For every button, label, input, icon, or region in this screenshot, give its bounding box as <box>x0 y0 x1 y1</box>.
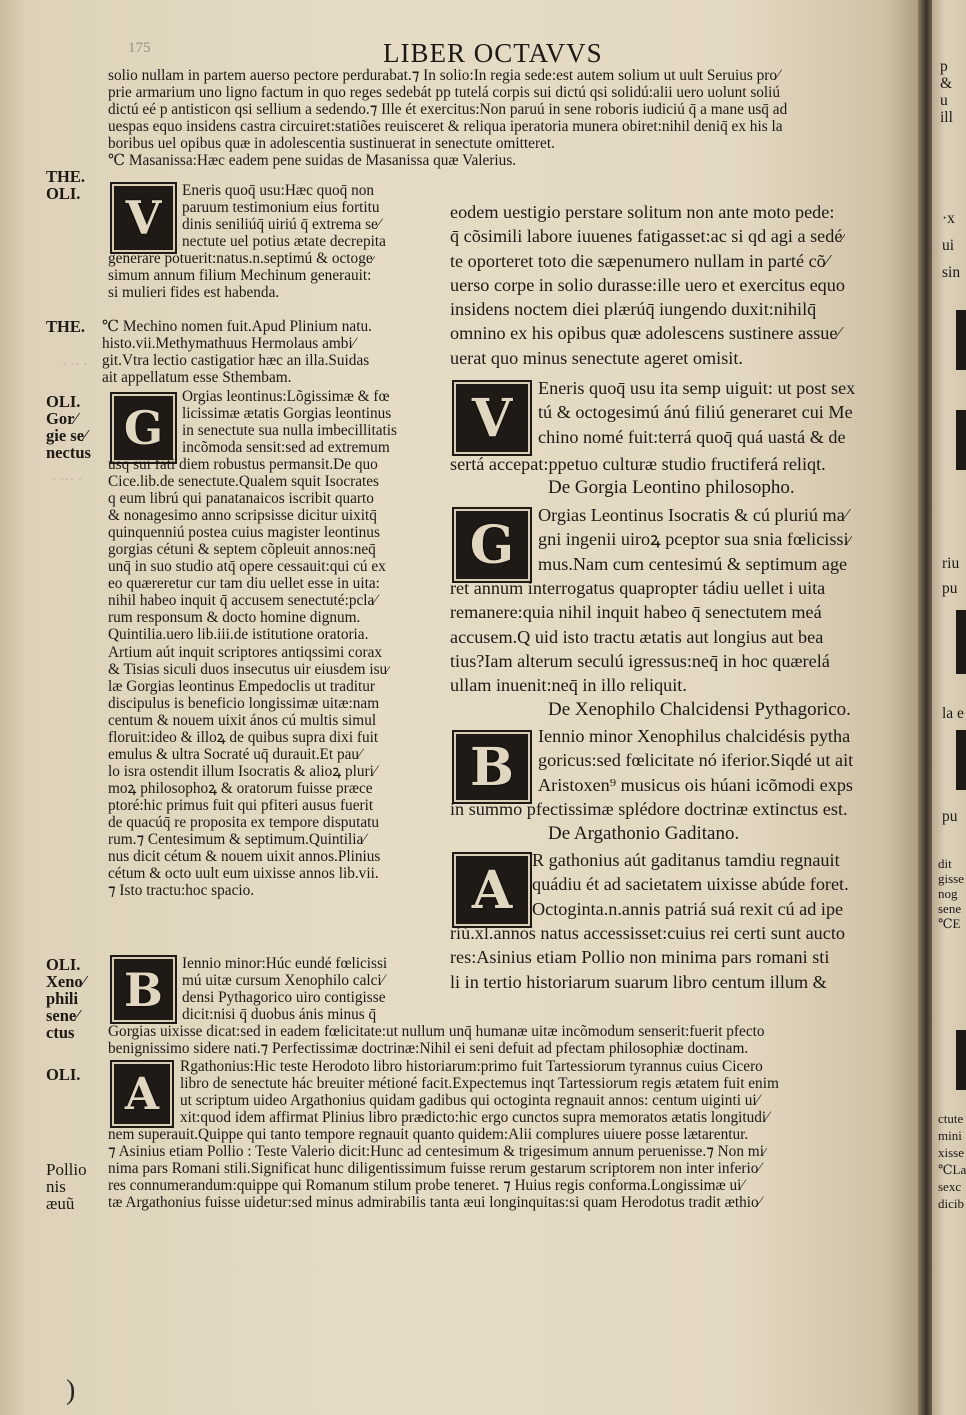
margin-note-line: sene⁄ <box>46 1006 79 1025</box>
text-line: eo quæreretur cur tam diu uellet esse in uita: <box>108 575 380 593</box>
main-text <box>450 200 845 370</box>
text-line: ⁊ Isto tractu:hoc spacio. <box>108 882 255 900</box>
text-line: moꝝ philosophoꝝ & oratorum fuisse præce <box>108 779 373 797</box>
facing-fragment: ill <box>940 109 953 126</box>
text-line: & Tisias siculi duos insecutus uir eiusdem isu⁄ <box>108 660 390 678</box>
margin-note <box>46 1161 87 1212</box>
facing-fragment: la e <box>942 705 964 722</box>
main-text <box>538 724 853 797</box>
facing-page-edge <box>932 0 966 1415</box>
main-text <box>538 503 852 576</box>
commentary-line: prie armarium uno ligno factum in quo reges sedebát pp tutelá corpis sui dictú qsi solidú:alii uero uolunt soliú <box>108 84 781 102</box>
main-line: q̄ cõsimili labore iuuenes fatigasset:ac si qd agi a sedé⁄ <box>450 226 846 247</box>
main-line: tius?Iam alterum seculú igressus:neq̄ in hoc quærelá <box>450 650 830 671</box>
section-heading: De Gorgia Leontino philosopho. <box>548 477 795 498</box>
initial-letter: B <box>470 736 514 798</box>
main-line: res:Asinius etiam Pollio non minima pars romani sti <box>450 947 830 968</box>
margin-note-line: OLI. <box>46 1065 81 1084</box>
main-text <box>450 797 848 821</box>
commentary-line: dictú eé p antisticon qsi sellium a sedendo.⁊ Ille ét exercitus:Non paruú in sene roboris iudiciú q̄ a mane usq̄ ad <box>108 101 788 119</box>
main-line: Iennio minor Xenophilus chalcidésis pytha <box>538 726 851 746</box>
text-line: simum annum filium Mechinum generauit: <box>108 267 372 285</box>
main-line: ret annum interrogatus quapropter tádiu uellet i uita <box>450 578 826 598</box>
initial-letter: A <box>124 1068 160 1120</box>
main-line: remanere:quia nihil inquit habeo q̄ senectutem meá <box>450 602 822 623</box>
margin-note-line: ctus <box>46 1023 75 1042</box>
text-line: q eum librú qui panatanaicos iscribit quarto <box>108 490 374 508</box>
book-gutter <box>918 0 932 1415</box>
text-line: Orgias leontinus:Lõgissimæ & fœ <box>182 388 390 405</box>
facing-fragment: xisse <box>938 1145 964 1160</box>
text-line: Iennio minor:Húc eundé fœlicissi <box>182 955 388 972</box>
margin-note-line: Gor⁄ <box>46 409 78 428</box>
main-line: in summo pfectissimæ splédore doctrinæ extinctus est. <box>450 799 848 819</box>
margin-note <box>46 393 91 461</box>
facing-fragment: ctute <box>938 1111 964 1126</box>
text-line: generare potuerit:natus.n.septimú & octoge⁄ <box>108 250 376 267</box>
main-line: accusem.Q uid isto tractu ætatis aut longius aut bea <box>450 626 824 647</box>
text-line: in senectute sua nulla imbecillitatis <box>182 422 397 440</box>
commentary-line: boribus uel opibus quæ in adolescentia sustinuerat in senectute omitteret. <box>108 135 555 153</box>
text-line: floruit:ideo & illoꝝ de quibus supra dixi fuit <box>108 728 379 746</box>
facing-fragment: sexc <box>938 1179 962 1194</box>
main-line: goricus:sed fœlicitate nó iferior.Siqdé ut ait <box>538 750 854 771</box>
left-block <box>108 250 375 301</box>
text-line: Quintilia.uero lib.iii.de istitutione oratoria. <box>108 626 369 644</box>
facing-fragment: pu <box>942 808 958 825</box>
page-mark: ) <box>66 1375 76 1406</box>
facing-text <box>940 58 953 126</box>
margin-note-line: Pollio <box>46 1160 87 1179</box>
initial-b-main <box>452 730 532 804</box>
top-commentary <box>108 67 787 169</box>
main-line: Octoginta.n.annis patriá suá rexit cú ad ipe <box>532 898 844 919</box>
text-line: ptoré:hic primus fuit qui pfiteri ausus fuerit <box>108 796 374 814</box>
initial-letter: G <box>469 514 515 576</box>
margin-note <box>46 1066 80 1083</box>
text-line: usq̄ sui fati diem robustus permansit.De quo <box>108 456 378 473</box>
text-line: lo isra ostendit illum Isocratis & alioꝝ pluri⁄ <box>108 762 377 780</box>
text-line: Eneris quoq̄ usu:Hæc quoq̄ non <box>182 182 375 199</box>
margin-note-line: OLI. <box>46 392 81 411</box>
main-text <box>532 848 849 921</box>
main-line: riú.xl.annos natus accessisset:cuius rei certi sunt aucto <box>450 923 845 943</box>
main-line: te oporteret toto die sæpenumero nullam in parté cõ⁄ <box>450 250 829 271</box>
margin-note-line: Xeno⁄ <box>46 972 86 991</box>
margin-note-line: nis <box>46 1177 66 1196</box>
main-line: quádiu ét ad sacietatem uixisse abúde foret. <box>532 874 849 895</box>
left-block <box>182 182 386 250</box>
text-line: & nonagesimo anno scripsisse dicitur uixitq̄ <box>108 507 377 525</box>
facing-fragment: gisse <box>938 871 964 886</box>
bleed-through: · ··· · <box>52 473 83 488</box>
facing-fragment: pu <box>942 580 958 597</box>
text-line: de quacúq̄ re proposita ex tempore disputatu <box>108 813 380 831</box>
margin-note <box>46 318 85 335</box>
margin-note-line: nectus <box>46 443 91 462</box>
facing-initial-fragment <box>956 410 966 470</box>
main-line: tú & octogesimú ánú filiú generaret cui Me <box>538 402 853 423</box>
facing-fragment: sin <box>942 264 961 281</box>
main-line: Eneris quoq̄ usu ita semp uiguit: ut post sex <box>538 378 856 398</box>
main-text <box>450 452 826 476</box>
text-line: dinis seniliúq̄ uiriú q̄ extrema se⁄ <box>182 216 381 234</box>
section-heading: De Xenophilo Chalcidensi Pythagorico. <box>548 699 851 720</box>
margin-note <box>46 956 85 1041</box>
facing-fragment: sene <box>938 901 962 916</box>
facing-fragment: dicib <box>938 1196 964 1211</box>
text-line: incõmoda sensit:sed ad extremum <box>182 439 390 457</box>
main-line: mus.Nam cum centesimú & septimum age <box>538 553 848 574</box>
margin-note-line: gie se⁄ <box>46 426 87 445</box>
facing-fragment: dit <box>938 856 952 871</box>
margin-note-line: æuũ <box>46 1194 75 1213</box>
main-text <box>450 576 830 697</box>
text-line: nihil habeo inquit q̄ accusem senectuté:pcla⁄ <box>108 592 377 610</box>
text-line: nus dicit cétum & nouem uixit annos.Plinius <box>108 848 381 866</box>
main-line: sertá accepat:ppetuo culturæ studio fructiferá reliqt. <box>450 454 826 474</box>
commentary-line: Gorgias uixisse dicat:sed in eadem fœlicitate:ut nullum unq̄ humanæ uitæ incõmodum senserit:fuerit pfecto <box>108 1023 765 1040</box>
facing-initial-fragment <box>956 610 966 674</box>
initial-letter: V <box>471 387 513 449</box>
commentary-line: solio nullam in partem auerso pectore perdurabat.⁊ In solio:In regia sede:est autem solium ut uult Seruius pro⁄ <box>108 67 780 84</box>
text-line: discipulus is beneficio longissimæ uitæ:nam <box>108 694 380 712</box>
commentary-line: ⁊ Asinius etiam Pollio : Teste Valerio dicit:Hunc ad centesimum & trigesimum annum peruenisse.⁊ Non mi⁄ <box>108 1143 767 1161</box>
text-line: densi Pythagorico uiro contigisse <box>182 989 386 1007</box>
text-line: nectute uel potius ætate decrepita <box>182 233 386 251</box>
main-line: insidens noctem diei plærúq̄ iungendo duxit:nihilq̄ <box>450 299 817 320</box>
main-line: uerat quo minus senectute ageret omisit. <box>450 347 743 368</box>
facing-initial-fragment <box>956 730 966 790</box>
left-block <box>182 955 387 1023</box>
text-line: centum & nouem uixit ános cú multis simul <box>108 711 377 729</box>
facing-fragment: nog <box>938 886 958 901</box>
margin-note <box>46 168 85 202</box>
facing-fragment: ℃La <box>938 1162 966 1177</box>
facing-fragment: u <box>940 92 948 109</box>
main-line: li in tertio historiarum suarum libro centum illum & <box>450 971 827 992</box>
commentary-line: ut scriptum uideo Argathonius quidam gadibus qui octoginta regnauit annos: centum uiginti ui⁄ <box>180 1092 760 1110</box>
facing-fragment: & <box>940 75 953 92</box>
text-line: emulus & ultra Socraté uq̄ durauit.Et pau⁄ <box>108 745 362 763</box>
text-line: unq̄ in suo studio atq̄ opere cessauit:qui cú ex <box>108 558 386 576</box>
margin-note-line: OLI. <box>46 184 81 203</box>
main-line: uerso corpe in solio durasse:ille uero et exercitus equo <box>450 274 845 295</box>
text-line: Cice.lib.de senectute.Qualem squit Isocrates <box>108 473 380 491</box>
main-line: Orgias Leontinus Isocratis & cú pluriú ma⁄ <box>538 505 848 525</box>
section-heading: De Argathonio Gaditano. <box>548 823 740 844</box>
main-line: chino nomé fuit:terrá quoq̄ quá uastá & de <box>538 426 846 447</box>
bleed-through: · ·· · <box>62 358 88 373</box>
initial-a-main <box>452 852 532 928</box>
text-line: git.Vtra lectio castigatior hæc an illa.Suidas <box>102 352 370 370</box>
text-line: paruum testimonium eius fortitu <box>182 199 380 217</box>
text-line: gorgias cétuni & septem cõpleuit annos:neq̄ <box>108 541 376 559</box>
main-line: Aristoxen⁹ musicus ois húani icõmodi exps <box>538 774 853 795</box>
left-block <box>108 456 390 899</box>
initial-g <box>110 392 177 464</box>
commentary-line: uespas equo insidens castra circuiret:statiões reuisceret & reliqua iperatoria munera obiret:nihil deniq̄ ex his la <box>108 118 783 136</box>
main-text <box>538 376 855 449</box>
left-block <box>102 318 372 386</box>
text-line: rum responsum & docto homine dignum. <box>108 609 361 627</box>
margin-note-line: THE. <box>46 317 85 336</box>
margin-note-line: THE. <box>46 167 85 186</box>
bottom-commentary <box>108 1023 765 1057</box>
commentary-line: tæ Argathonius fuisse uidetur:sed minus admirabilis tanta æui longinquitas:si quam Herodotus tradit æthio⁄ <box>108 1194 762 1212</box>
main-line: eodem uestigio perstare solitum non ante moto pede: <box>450 202 835 222</box>
main-line: omnino ex his opibus quæ adolescens sustinere assue⁄ <box>450 323 841 344</box>
main-line: gni ingenii uiroꝝ pceptor sua snia fœlicissi⁄ <box>538 529 852 550</box>
facing-fragment: ·x <box>942 210 955 227</box>
facing-fragment: p <box>940 58 948 75</box>
margin-note-line: OLI. <box>46 955 81 974</box>
commentary-line: libro de senectute hác breuiter métioné facit.Expectemus inqt Tartessiorum regis ætatem fuit enim <box>180 1075 779 1093</box>
commentary-line: Rgathonius:Hic teste Herodoto libro historiarum:primo fuit Tartessiorum tyrannus cuius Cicero <box>180 1058 763 1075</box>
initial-letter: V <box>125 191 162 245</box>
commentary-line: xit:quod idem affirmat Plinius libro prædicto:hic ergo cunctos supra memoratos ætatis longitudi⁄ <box>180 1109 769 1127</box>
initial-b <box>110 955 177 1024</box>
commentary-line: ℃ Masanissa:Hæc eadem pene suidas de Masanissa quæ Valerius. <box>108 152 517 170</box>
text-line: ℃ Mechino nomen fuit.Apud Plinium natu. <box>102 318 372 335</box>
facing-initial-fragment <box>956 1030 966 1090</box>
initial-letter: A <box>471 859 513 921</box>
left-block <box>182 388 397 456</box>
main-text <box>450 921 845 994</box>
text-line: histo.vii.Methymathuus Hermolaus ambi⁄ <box>102 335 356 353</box>
running-header: LIBER OCTAVVS <box>383 38 603 68</box>
commentary-line: benignissimo sidere nati.⁊ Perfectissimæ doctrinæ:Nihil ei seni defuit ad pfectam philosophiæ doctinam. <box>108 1040 749 1058</box>
text-line: quinquenniú postea cuius magister leontinus <box>108 524 380 542</box>
initial-a <box>110 1060 174 1128</box>
initial-letter: G <box>123 401 164 455</box>
margin-note-line: phili <box>46 989 79 1008</box>
commentary-line: nem superauit.Quippe qui tanto tempore regnauit quanto quidem:Alii complures uiuere posse lætarentur. <box>108 1126 749 1143</box>
initial-g-main <box>452 507 532 583</box>
initial-v-main <box>452 380 532 456</box>
commentary-line: nima pars Romani stili.Significat hunc diligentissimum fuisse rerum gestarum scriptorem non inter inferio⁄ <box>108 1160 761 1178</box>
main-line: ullam inuenit:neq̄ in illo reliquit. <box>450 675 687 696</box>
text-line: cétum & octo uult eum uixisse annos lib.vii. <box>108 865 379 883</box>
text-line: læ Gorgias leontinus Empedoclis ut traditur <box>108 677 375 695</box>
commentary-line: res connumerandum:quippe qui Romanum stilum probe teneret. ⁊ Huius regis conforma.Longissimæ ui⁄ <box>108 1177 744 1195</box>
facing-fragment: riu <box>942 555 960 572</box>
main-line: R gathonius aút gaditanus tamdiu regnauit <box>532 850 840 870</box>
facing-fragment: ℃E <box>938 916 961 931</box>
text-line: Artium aút inquit scriptores antiqssimi corax <box>108 643 383 661</box>
folio-number: 175 <box>128 40 151 56</box>
initial-letter: B <box>124 962 163 1017</box>
initial-v <box>110 182 177 254</box>
text-line: dicit:nisi q̄ duobus ánis minus q̄ <box>182 1006 377 1024</box>
text-line: mú uitæ cursum Xenophilo calci⁄ <box>182 972 385 990</box>
text-line: licissimæ ætatis Gorgias leontinus <box>182 405 392 423</box>
facing-initial-fragment <box>956 310 966 370</box>
bottom-commentary <box>180 1058 779 1126</box>
text-line: si mulieri fides est habenda. <box>108 284 280 302</box>
text-line: ait appellatum esse Sthembam. <box>102 369 292 387</box>
bottom-commentary <box>108 1126 767 1211</box>
facing-fragment: ui <box>942 237 955 254</box>
text-line: rum.⁊ Centesimum & septimum.Quintilia⁄ <box>108 831 366 849</box>
facing-fragment: mini <box>938 1128 962 1143</box>
